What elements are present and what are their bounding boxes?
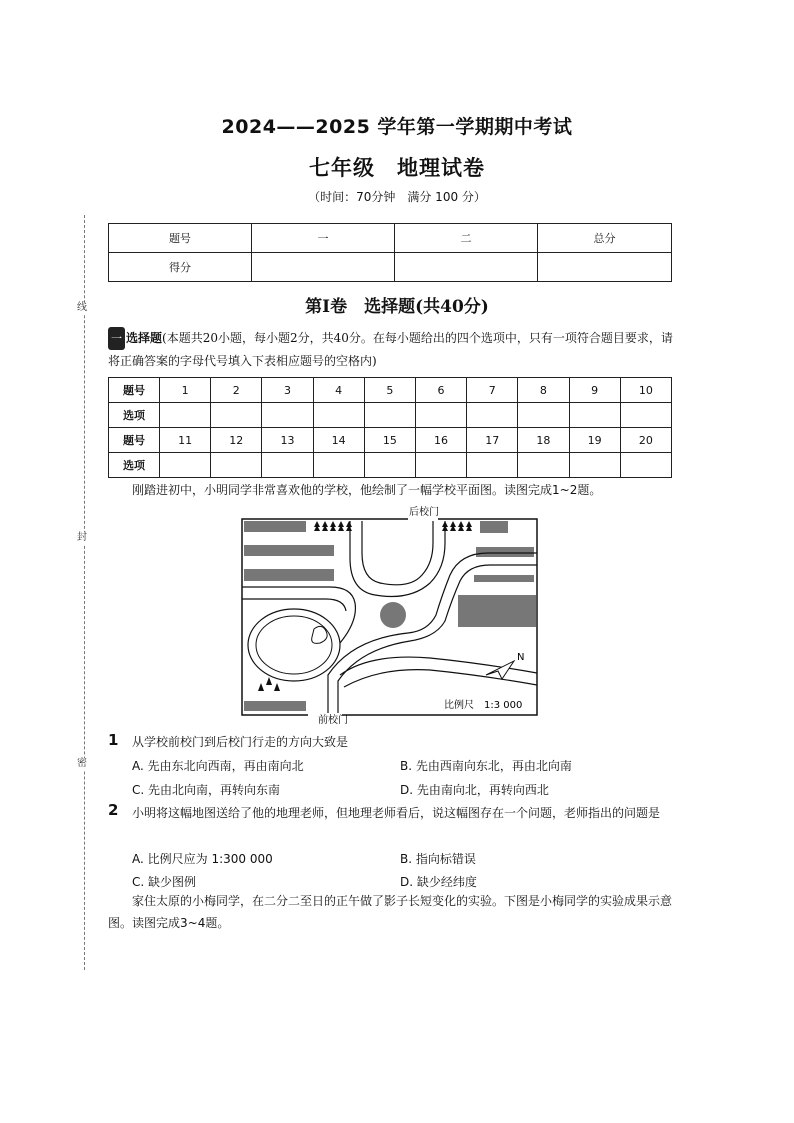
answer-qno: 16 <box>415 428 466 453</box>
q1-option-d[interactable]: D. 先由南向北，再转向西北 <box>400 783 549 797</box>
answer-qno: 11 <box>160 428 211 453</box>
answer-qno: 19 <box>569 428 620 453</box>
side-mark-line: 线 <box>77 302 87 313</box>
answer-qno: 17 <box>467 428 518 453</box>
instruction-head: 选择题 <box>126 331 163 345</box>
answer-qno: 12 <box>211 428 262 453</box>
fountain <box>380 602 406 628</box>
answer-cell[interactable] <box>364 403 415 428</box>
q1-option-b[interactable]: B. 先由西南向东北，再由北向南 <box>400 759 572 773</box>
answer-label-ans: 选项 <box>109 453 160 478</box>
answer-qno: 14 <box>313 428 364 453</box>
answer-qno: 20 <box>620 428 671 453</box>
exam-title: 2024——2025 学年第一学期期中考试 <box>221 116 573 138</box>
score-row-label: 得分 <box>109 253 252 282</box>
question-2-text: 小明将这幅地图送给了他的地理老师，但地理老师看后，说这幅图存在一个问题，老师指出的问题是 <box>132 806 661 820</box>
answer-qno: 6 <box>415 378 466 403</box>
instruction <box>108 327 674 373</box>
building <box>480 521 508 533</box>
answer-cell[interactable] <box>313 403 364 428</box>
building <box>244 521 306 532</box>
scale-label: 比例尺 1:3 000 <box>444 700 523 711</box>
answer-label-no: 题号 <box>109 428 160 453</box>
answer-cell[interactable] <box>467 403 518 428</box>
front-gate-label: 前校门 <box>318 715 348 725</box>
instruction-text: (本题共20小题，每小题2分，共40分。在每小题给出的四个选项中，只有一项符合题目要求，请将正确答案的字母代号填入下表相应题号的空格内) <box>108 331 673 368</box>
answer-cell[interactable] <box>415 403 466 428</box>
q1-option-c[interactable]: C. 先由北向南，再转向东南 <box>132 783 281 797</box>
answer-cell[interactable] <box>364 453 415 478</box>
answer-table <box>108 377 672 478</box>
school-map <box>240 503 539 725</box>
answer-cell[interactable] <box>518 453 569 478</box>
question-1-number: 1 <box>108 731 119 749</box>
question-2-number: 2 <box>108 801 119 819</box>
score-cell[interactable] <box>395 253 538 282</box>
q2-option-d[interactable]: D. 缺少经纬度 <box>400 875 477 889</box>
side-mark-secret: 密 <box>77 758 87 769</box>
score-table <box>108 223 672 282</box>
q2-option-c[interactable]: C. 缺少图例 <box>132 875 197 889</box>
side-mark-seal: 封 <box>77 532 87 543</box>
back-gate-label: 后校门 <box>409 507 439 518</box>
score-header-total: 总分 <box>538 224 672 253</box>
building <box>244 569 334 581</box>
section-badge: 一 <box>108 327 125 350</box>
answer-cell[interactable] <box>313 453 364 478</box>
answer-qno: 4 <box>313 378 364 403</box>
answer-cell[interactable] <box>160 403 211 428</box>
answer-cell[interactable] <box>620 453 671 478</box>
answer-label-ans: 选项 <box>109 403 160 428</box>
score-cell[interactable] <box>252 253 395 282</box>
answer-cell[interactable] <box>467 453 518 478</box>
answer-qno: 8 <box>518 378 569 403</box>
answer-qno: 7 <box>467 378 518 403</box>
passage-intro-2: 家住太原的小梅同学，在二分二至日的正午做了影子长短变化的实验。下图是小梅同学的实验成果示意图。读图完成3~4题。 <box>108 894 673 930</box>
answer-cell[interactable] <box>211 403 262 428</box>
score-cell[interactable] <box>538 253 672 282</box>
answer-qno: 5 <box>364 378 415 403</box>
north-label: N <box>517 652 525 663</box>
binding-line <box>84 215 86 970</box>
answer-cell[interactable] <box>518 403 569 428</box>
answer-label-no: 题号 <box>109 378 160 403</box>
answer-cell[interactable] <box>569 453 620 478</box>
answer-qno: 18 <box>518 428 569 453</box>
q1-option-a[interactable]: A. 先由东北向西南，再由南向北 <box>132 759 304 773</box>
answer-qno: 3 <box>262 378 313 403</box>
score-header-1: 一 <box>252 224 395 253</box>
answer-qno: 2 <box>211 378 262 403</box>
building <box>476 547 534 557</box>
answer-cell[interactable] <box>262 403 313 428</box>
answer-qno: 9 <box>569 378 620 403</box>
question-1-text: 从学校前校门到后校门行走的方向大致是 <box>132 735 349 749</box>
answer-cell[interactable] <box>262 453 313 478</box>
q2-option-a[interactable]: A. 比例尺应为 1:300 000 <box>132 852 273 866</box>
score-header-2: 二 <box>395 224 538 253</box>
answer-qno: 13 <box>262 428 313 453</box>
building <box>244 701 306 711</box>
answer-cell[interactable] <box>211 453 262 478</box>
answer-qno: 1 <box>160 378 211 403</box>
answer-cell[interactable] <box>620 403 671 428</box>
exam-subtitle: 七年级 地理试卷 <box>309 155 485 180</box>
building <box>244 545 334 556</box>
building <box>458 595 536 627</box>
answer-qno: 10 <box>620 378 671 403</box>
answer-qno: 15 <box>364 428 415 453</box>
answer-cell[interactable] <box>569 403 620 428</box>
answer-cell[interactable] <box>160 453 211 478</box>
section-title: 第Ⅰ卷 选择题(共40分) <box>305 297 489 317</box>
answer-cell[interactable] <box>415 453 466 478</box>
passage-intro-1: 刚踏进初中，小明同学非常喜欢他的学校，他绘制了一幅学校平面图。读图完成1~2题。 <box>132 483 602 497</box>
score-header-no: 题号 <box>109 224 252 253</box>
time-info: （时间：70分钟 满分 100 分） <box>308 190 486 204</box>
building <box>474 575 534 582</box>
q2-option-b[interactable]: B. 指向标错误 <box>400 852 476 866</box>
